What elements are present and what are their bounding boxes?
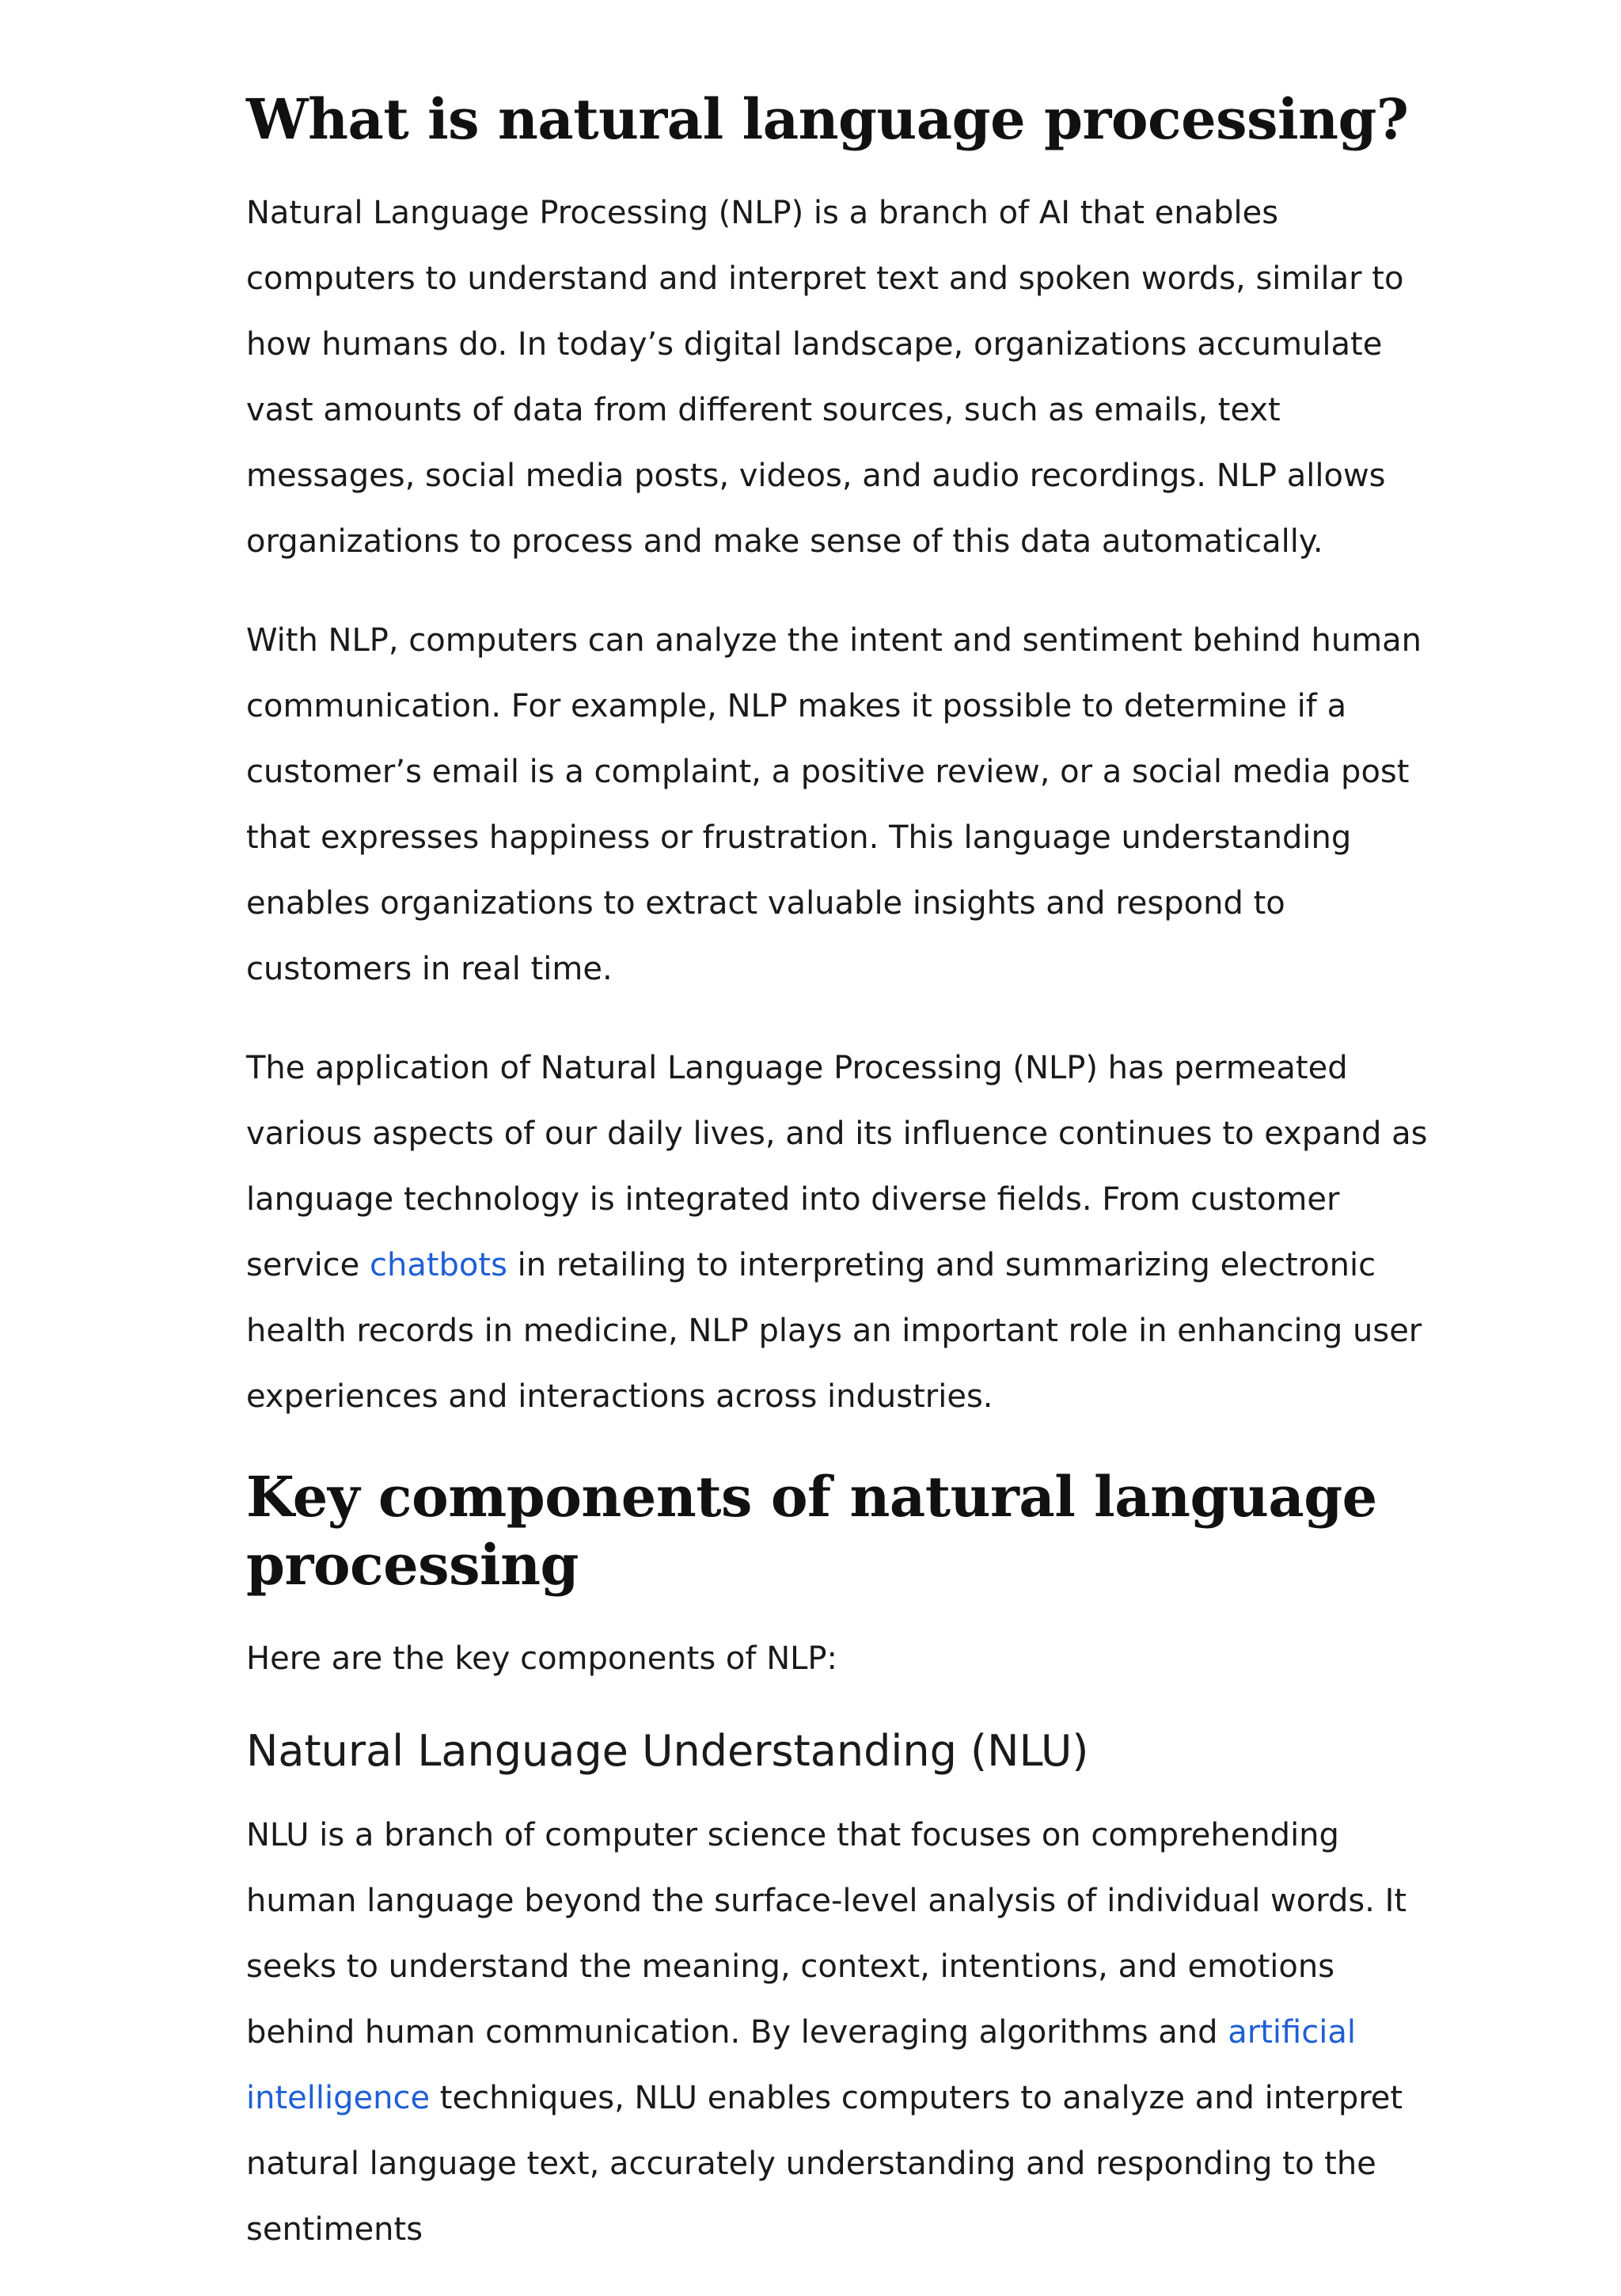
paragraph-nlu xyxy=(246,1803,1433,2263)
paragraph-intent-sentiment: With NLP, computers can analyze the intent and sentiment behind human communication. For example, NLP makes it possible to determine if a customer’s email is a complaint, a positive review, or a social media post that expresses happiness or frustration. This language understanding enables organizations to extract valuable insights and respond to customers in real time. xyxy=(246,622,1422,987)
paragraph-nlp-definition: Natural Language Processing (NLP) is a branch of AI that enables computers to understand and interpret text and spoken words, similar to how humans do. In today’s digital landscape, organizations accumulate vast amounts of data from different sources, such as emails, text messages, social media posts, videos, and audio recordings. NLP allows organizations to process and make sense of this data automatically. xyxy=(246,195,1404,560)
page-title: What is natural language processing? xyxy=(246,86,1409,152)
subheading-nlu: Natural Language Understanding (NLU) xyxy=(246,1726,1089,1776)
artificial-intelligence-link[interactable]: artificial intelligence xyxy=(246,2014,1356,2116)
article xyxy=(246,86,1433,2296)
section-heading-key-components: Key components of natural language processing xyxy=(246,1464,1377,1598)
paragraph-nlu-text-before: NLU is a branch of computer science that focuses on comprehending human language beyond the surface-level analysis of individual words. It seeks to understand the meaning, context, intentions, and emotions behind human communication. By leveraging algorithms and xyxy=(246,1817,1407,2051)
chatbots-link[interactable]: chatbots xyxy=(370,1247,507,1283)
key-components-intro: Here are the key components of NLP: xyxy=(246,1640,837,1677)
paragraph-applications xyxy=(246,1036,1433,1430)
paragraph-applications-text-after: in retailing to interpreting and summarizing electronic health records in medicine, NLP plays an important role in enhancing user experiences and interactions across industries. xyxy=(246,1247,1422,1415)
paragraph-applications-text-before: The application of Natural Language Processing (NLP) has permeated various aspects of our daily lives, and its influence continues to expand as language technology is integrated into diverse fields. From customer service xyxy=(246,1050,1428,1283)
paragraph-nlu-text-after: techniques, NLU enables computers to analyze and interpret natural language text, accurately understanding and responding to the sentiments xyxy=(246,2080,1403,2248)
